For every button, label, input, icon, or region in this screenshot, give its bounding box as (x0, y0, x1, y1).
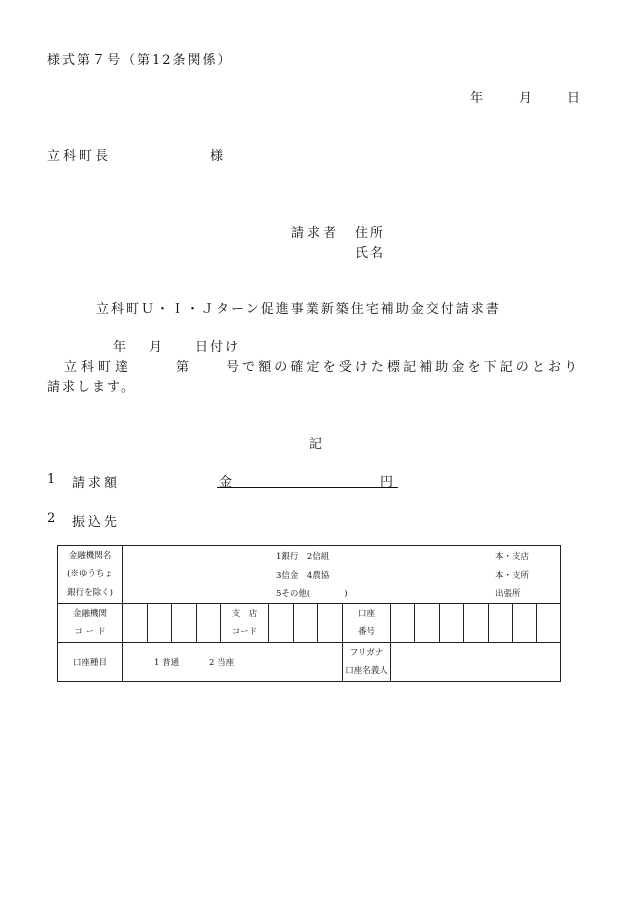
account-number-digit[interactable] (513, 604, 537, 643)
requester-address-label: 住所 (355, 226, 386, 241)
ki-heading: 記 (309, 437, 323, 452)
addressee-honorific: 様 (210, 149, 224, 164)
institution-name-label: 金融機関名 (※ゆうちょ 銀行を除く) (58, 546, 123, 604)
account-number-digit[interactable] (415, 604, 440, 643)
header-date-month: 月 (519, 91, 533, 106)
amount-suffix: 円 (380, 475, 394, 490)
body-line2-part3: 号で額の確定を受けた標記補助金を下記のとおり (226, 360, 581, 375)
branch-type-line3: 出張所 (495, 589, 521, 599)
account-type-option-current[interactable]: 2 当座 (209, 658, 235, 668)
branch-code-digit[interactable] (318, 604, 343, 643)
institution-code-digit[interactable] (197, 604, 221, 643)
amount-line (217, 470, 398, 488)
requester-name-label: 氏名 (355, 246, 386, 261)
account-type-label: 口座種目 (58, 643, 123, 682)
furigana-label: フリガナ (349, 647, 384, 658)
header-date-year: 年 (470, 91, 484, 106)
bank-account-table (57, 545, 561, 682)
account-holder-name-label: 口座名義人 (345, 666, 388, 676)
institution-code-digit[interactable] (123, 604, 148, 643)
account-holder-label (343, 643, 391, 682)
branch-code-digit[interactable] (294, 604, 318, 643)
branch-type-line2: 本・支所 (495, 570, 530, 581)
account-number-label: 口座 番号 (343, 604, 391, 643)
item2-number: 2 (47, 511, 56, 526)
account-number-digit[interactable] (440, 604, 464, 643)
account-type-option-ordinary[interactable]: 1 普通 (154, 658, 180, 668)
amount-prefix: 金 (219, 475, 233, 490)
account-type-options[interactable] (123, 643, 343, 682)
account-number-digit[interactable] (489, 604, 513, 643)
institution-type-line2: 3信金 4農協 (276, 570, 330, 581)
account-number-digit[interactable] (464, 604, 489, 643)
body-line2-part2: 第 (176, 360, 190, 375)
branch-code-label: 支 店 コード (221, 604, 269, 643)
body-date-suffix: 日付け (195, 340, 241, 355)
institution-code-digit[interactable] (148, 604, 172, 643)
form-number: 様式第７号（第12条関係） (47, 53, 233, 68)
institution-type-line1: 1銀行 2信組 (276, 552, 330, 562)
item2-label: 振込先 (72, 515, 121, 530)
branch-code-digit[interactable] (269, 604, 294, 643)
body-date-month: 月 (149, 340, 163, 355)
document-title: 立科町Ｕ・Ｉ・Ｊターン促進事業新築住宅補助金交付請求書 (96, 302, 501, 317)
item1-label: 請求額 (72, 476, 121, 491)
account-number-digit[interactable] (391, 604, 415, 643)
institution-code-label: 金融機関 コ ー ド (58, 604, 123, 643)
header-date-day: 日 (567, 91, 581, 106)
body-date-year: 年 (113, 340, 127, 355)
item1-number: 1 (47, 472, 56, 487)
body-line2-part1: 立科町達 (64, 360, 133, 375)
institution-type-line3: 5その他( ) (276, 589, 348, 599)
branch-type-line1: 本・支店 (495, 552, 530, 562)
account-number-digit[interactable] (537, 604, 561, 643)
account-holder-field[interactable] (391, 643, 561, 682)
addressee-name: 立科町長 (47, 149, 112, 164)
requester-role-label: 請求者 (291, 226, 340, 241)
body-line3: 請求します。 (47, 380, 136, 395)
institution-code-digit[interactable] (172, 604, 197, 643)
institution-name-field[interactable] (123, 546, 561, 604)
